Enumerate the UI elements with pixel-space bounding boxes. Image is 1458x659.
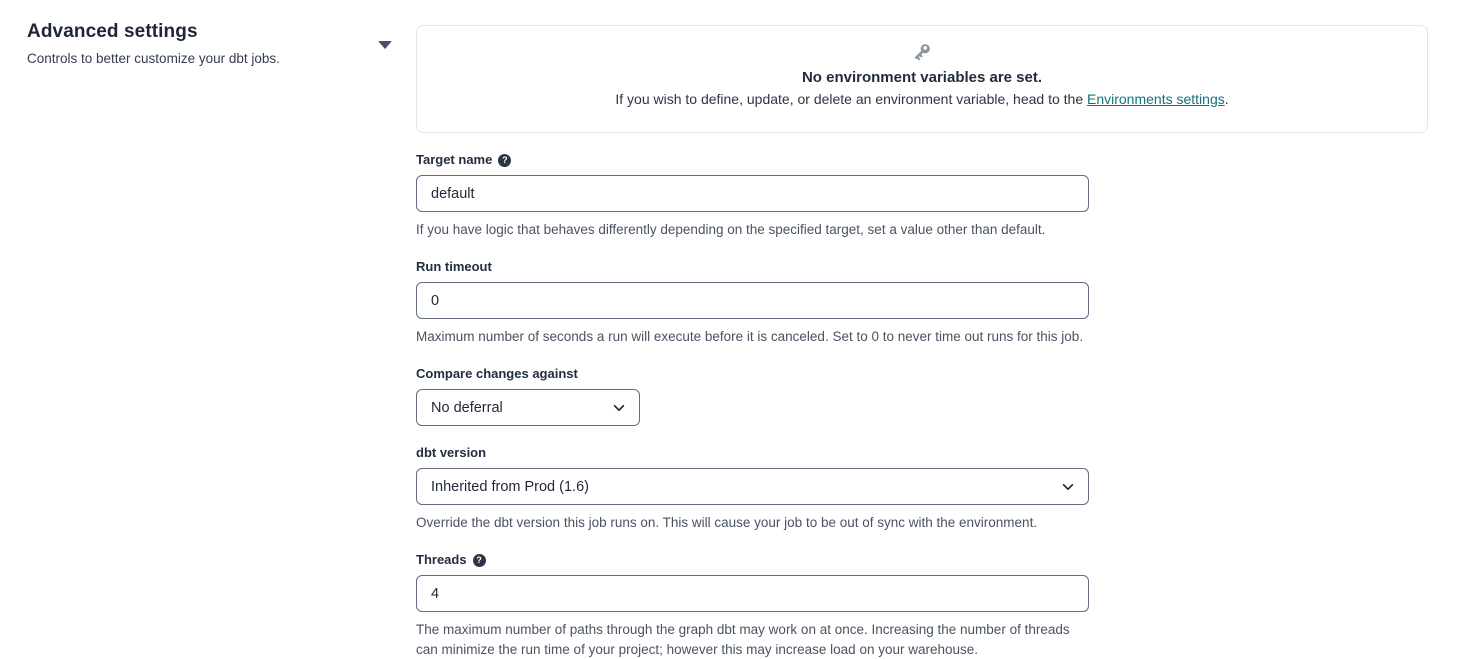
page-subtitle: Controls to better customize your dbt jobs. xyxy=(27,51,280,66)
run-timeout-label: Run timeout xyxy=(416,259,492,274)
field-target-name xyxy=(416,152,1428,240)
environment-variables-empty-state xyxy=(416,25,1428,133)
advanced-settings-panel xyxy=(416,25,1428,659)
compare-changes-label: Compare changes against xyxy=(416,366,578,381)
collapse-caret-icon[interactable] xyxy=(378,41,392,49)
field-compare-changes xyxy=(416,366,1428,426)
page-title: Advanced settings xyxy=(27,21,198,42)
field-dbt-version xyxy=(416,445,1428,533)
dbt-version-label: dbt version xyxy=(416,445,487,460)
field-threads xyxy=(416,552,1428,659)
env-empty-message xyxy=(615,90,1228,109)
threads-help-icon[interactable]: ? xyxy=(473,554,486,567)
target-name-help-text: If you have logic that behaves differently depending on the specified target, set a value other than default. xyxy=(416,222,1046,237)
dbt-version-help-text: Override the dbt version this job runs on. This will cause your job to be out of sync with the environment. xyxy=(416,515,1038,530)
section-header xyxy=(27,20,367,67)
target-name-help-icon[interactable]: ? xyxy=(498,154,511,167)
run-timeout-input[interactable] xyxy=(416,282,1089,319)
threads-label: Threads xyxy=(416,552,467,567)
chevron-down-icon xyxy=(1061,480,1075,494)
env-empty-title: No environment variables are set. xyxy=(801,69,1043,86)
field-run-timeout xyxy=(416,259,1428,347)
target-name-label: Target name xyxy=(416,152,493,167)
target-name-input[interactable] xyxy=(416,175,1089,212)
environments-settings-link[interactable]: Environments settings xyxy=(1087,91,1225,107)
compare-changes-select[interactable] xyxy=(416,389,640,426)
compare-changes-selected-value: No deferral xyxy=(431,399,503,416)
threads-help-text: The maximum number of paths through the graph dbt may work on at once. Increasing the number of threads can minimize the run time of your project; however this may increase load on your warehouse. xyxy=(416,622,1070,657)
env-message-suffix: . xyxy=(1224,91,1229,107)
chevron-down-icon xyxy=(612,401,626,415)
threads-input[interactable] xyxy=(416,575,1089,612)
run-timeout-help-text: Maximum number of seconds a run will execute before it is canceled. Set to 0 to never time out runs for this job. xyxy=(416,329,1084,344)
key-icon xyxy=(911,41,933,63)
dbt-version-select[interactable] xyxy=(416,468,1089,505)
env-message-prefix: If you wish to define, update, or delete an environment variable, head to the xyxy=(615,91,1087,107)
dbt-version-selected-value: Inherited from Prod (1.6) xyxy=(431,478,589,495)
